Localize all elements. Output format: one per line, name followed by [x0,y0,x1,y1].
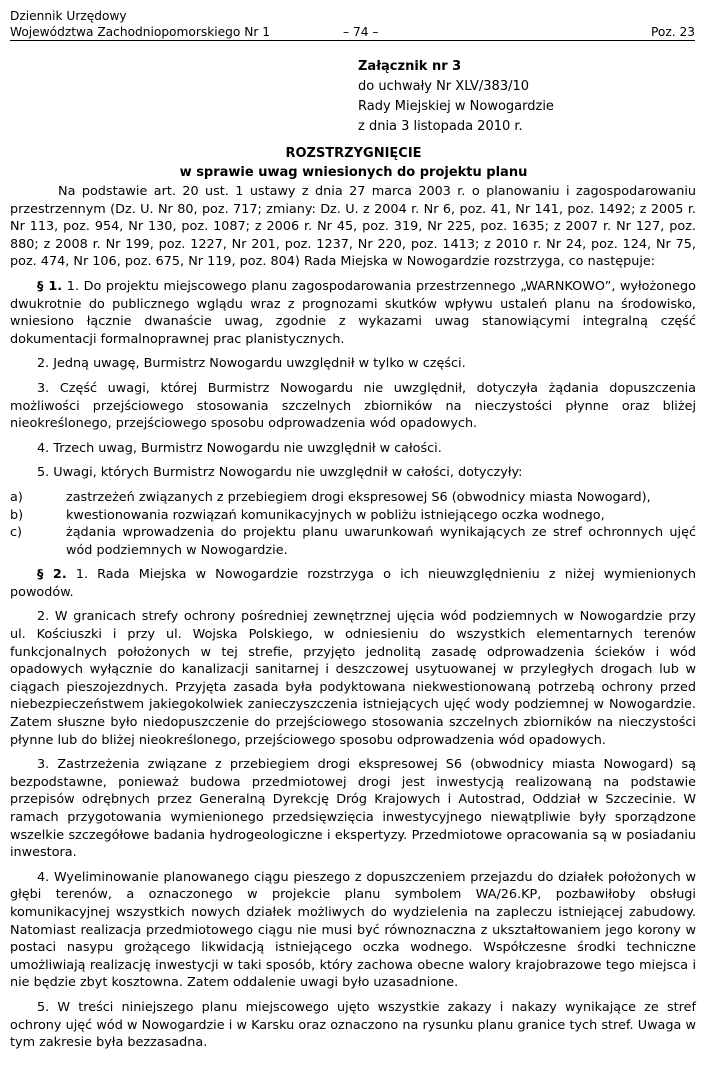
objections-list [10,489,696,559]
document-subtitle: w sprawie uwag wniesionych do projektu planu [179,165,528,180]
annex-date: z dnia 3 listopada 2010 r. [358,119,523,134]
list-item-letter: a) [10,489,23,505]
section-2-paragraph-2: 2. W granicach strefy ochrony pośredniej zewnętrznej ujęcia wód podziemnych w Nowogardzie przy ul. Kościuszki i przy ul. Wojska Polskiego, w odniesieniu do wszystkich elementarnych terenów funkcjonalnych położonych w tej strefie, przyjęto jednolitą zasadę odprowadzenia ścieków i wód opadowych wyłącznie do kanalizacji sanitarnej i deszczowej usytuowanej w przyległych drogach lub w ciągach pieszojezdnych. Przyjęta zasada była podyktowana niekwestionowaną potrzebą ochrony przed niebezpieczeństwem jakiegokolwiek zanieczyszczenia istniejących ujęć wody podziemnej w Nowogardzie. Zatem słuszne było niedopuszczenie do przejściowego stosowania szczelnych zbiorników na nieczystości płynne lub do bliżej nieokreślonego, przejściowego sposobu odprowadzenia wód opadowych. [10,609,696,748]
page-number: – 74 – [343,25,379,39]
section-1-paragraph-1 [10,278,696,348]
annex-resolution: do uchwały Nr XLV/383/10 [358,79,530,94]
list-item [10,507,696,525]
list-item [10,524,696,559]
section-1-paragraph-1-text: 1. Do projektu miejscowego planu zagospodarowania przestrzennego „WARNKOWO”, wyłożonego dwukrotnie do publicznego wglądu wraz z prognozami skutków wpływu ustaleń planu na środowisko, wniesiono łącznie dwanaście uwag, zgodnie z wykazami uwag stanowiącymi integralną część dokumentacji formalnoprawnej prac planistycznych. [10,278,696,347]
annex-block [358,57,554,137]
section-1-paragraph-3: 3. Część uwagi, której Burmistrz Nowogardu nie uwzględnił, dotyczyła żądania dopuszczenia możliwości przejściowego stosowania szczelnych zbiorników na nieczystości płynne oraz bliżej nieokreślonego, przejściowego sposobu odprowadzenia wód opadowych. [10,380,696,432]
section-2-paragraph-5: 5. W treści niniejszego planu miejscowego ujęto wszystkie zakazy i nakazy wynikające ze stref ochrony ujęć wód w Nowogardzie i w Karsku oraz oznaczono na rysunku planu granice tych stref. Uwaga w tym zakresie była bezzasadna. [10,999,696,1051]
section-2-label: § 2. [37,567,67,583]
annex-council: Rady Miejskiej w Nowogardzie [358,99,554,114]
header-rule-line [10,24,695,41]
page-header [10,8,695,41]
section-2-paragraph-4: 4. Wyeliminowanie planowanego ciągu pieszego z dopuszczeniem przejazdu do działek położonych w głębi terenów, a oznaczonego w projekcie planu symbolem WA/26.KP, pozbawiłoby obsługi komunikacyjnej wszystkich nowych działek możliwych do wydzielenia na zapleczu istniejącej zabudowy. Natomiast realizacja przedmiotowego ciągu nie musi być równoznaczna z ukształtowaniem jego korony w postaci nasypu grożącego likwidacją istniejącego oczka wodnego. Współczesne środki techniczne umożliwiają realizację inwestycji w taki sposób, który zachowa obecne walory krajobrazowe tego miejsca i nie będzie zbyt kosztowna. Zatem oddalenie uwagi było uzasadnione. [10,869,696,991]
document-title: ROZSTRZYGNIĘCIE [285,146,422,161]
journal-voivodeship: Województwa Zachodniopomorskiego Nr 1 [10,25,270,39]
section-2-paragraph-3: 3. Zastrzeżenia związane z przebiegiem drogi ekspresowej S6 (obwodnicy miasta Nowogard) są bezpodstawne, ponieważ budowa przedmiotowej drogi jest inwestycją realizowaną na podstawie przepisów odrębnych przez Generalną Dyrekcję Dróg Krajowych i Autostrad, Oddział w Szczecinie. W ramach przygotowania wymienionego przedsięwzięcia inwestycyjnego niewątpliwie były sporządzone wszelkie szczegółowe badania hydrogeologiczne i ekspertyzy. Przedmiotowe opracowania są w posiadaniu inwestora. [10,757,696,861]
section-1-paragraph-2: 2. Jedną uwagę, Burmistrz Nowogardu uwzględnił w tylko w części. [37,356,466,372]
section-2-paragraph-1-text: 1. Rada Miejska w Nowogardzie rozstrzyga o ich nieuwzględnieniu z niżej wymienionych powodów. [10,567,696,600]
list-item-text: zastrzeżeń związanych z przebiegiem drogi ekspresowej S6 (obwodnicy miasta Nowogard), [66,489,651,505]
section-1-paragraph-4: 4. Trzech uwag, Burmistrz Nowogardu nie uwzględnił w całości. [37,440,442,456]
intro-paragraph: Na podstawie art. 20 ust. 1 ustawy z dnia 27 marca 2003 r. o planowaniu i zagospodarowaniu przestrzennym (Dz. U. Nr 80, poz. 717; zmiany: Dz. U. z 2004 r. Nr 6, poz. 41, Nr 141, poz. 1492; z 2005 r. Nr 113, poz. 954, Nr 130, poz. 1087; z 2006 r. Nr 45, poz. 319, Nr 225, poz. 1635; z 2007 r. Nr 127, poz. 880; z 2008 r. Nr 199, poz. 1227, Nr 201, poz. 1237, Nr 220, poz. 1413; z 2010 r. Nr 24, poz. 124, Nr 75, poz. 474, Nr 106, poz. 675, Nr 119, poz. 804) Rada Miejska w Nowogardzie rozstrzyga, co następuje: [10,184,696,270]
list-item-letter: b) [10,507,24,523]
journal-title: Dziennik Urzędowy [10,9,127,23]
annex-title: Załącznik nr 3 [358,59,462,74]
document-body [10,183,696,1059]
list-item-text: żądania wprowadzenia do projektu planu uwarunkowań wynikających ze stref ochronnych ujęć wód podziemnych w Nowogardzie. [66,525,696,558]
section-1-label: § 1. [37,278,63,294]
section-1-paragraph-5: 5. Uwagi, których Burmistrz Nowogardu nie uwzględnił w całości, dotyczyły: [37,465,523,481]
list-item-text: kwestionowania rozwiązań komunikacyjnych w pobliżu istniejącego oczka wodnego, [66,507,605,523]
list-item-letter: c) [10,525,23,541]
list-item [10,489,696,507]
section-2-paragraph-1 [10,566,696,601]
position-number: Poz. 23 [650,25,695,39]
